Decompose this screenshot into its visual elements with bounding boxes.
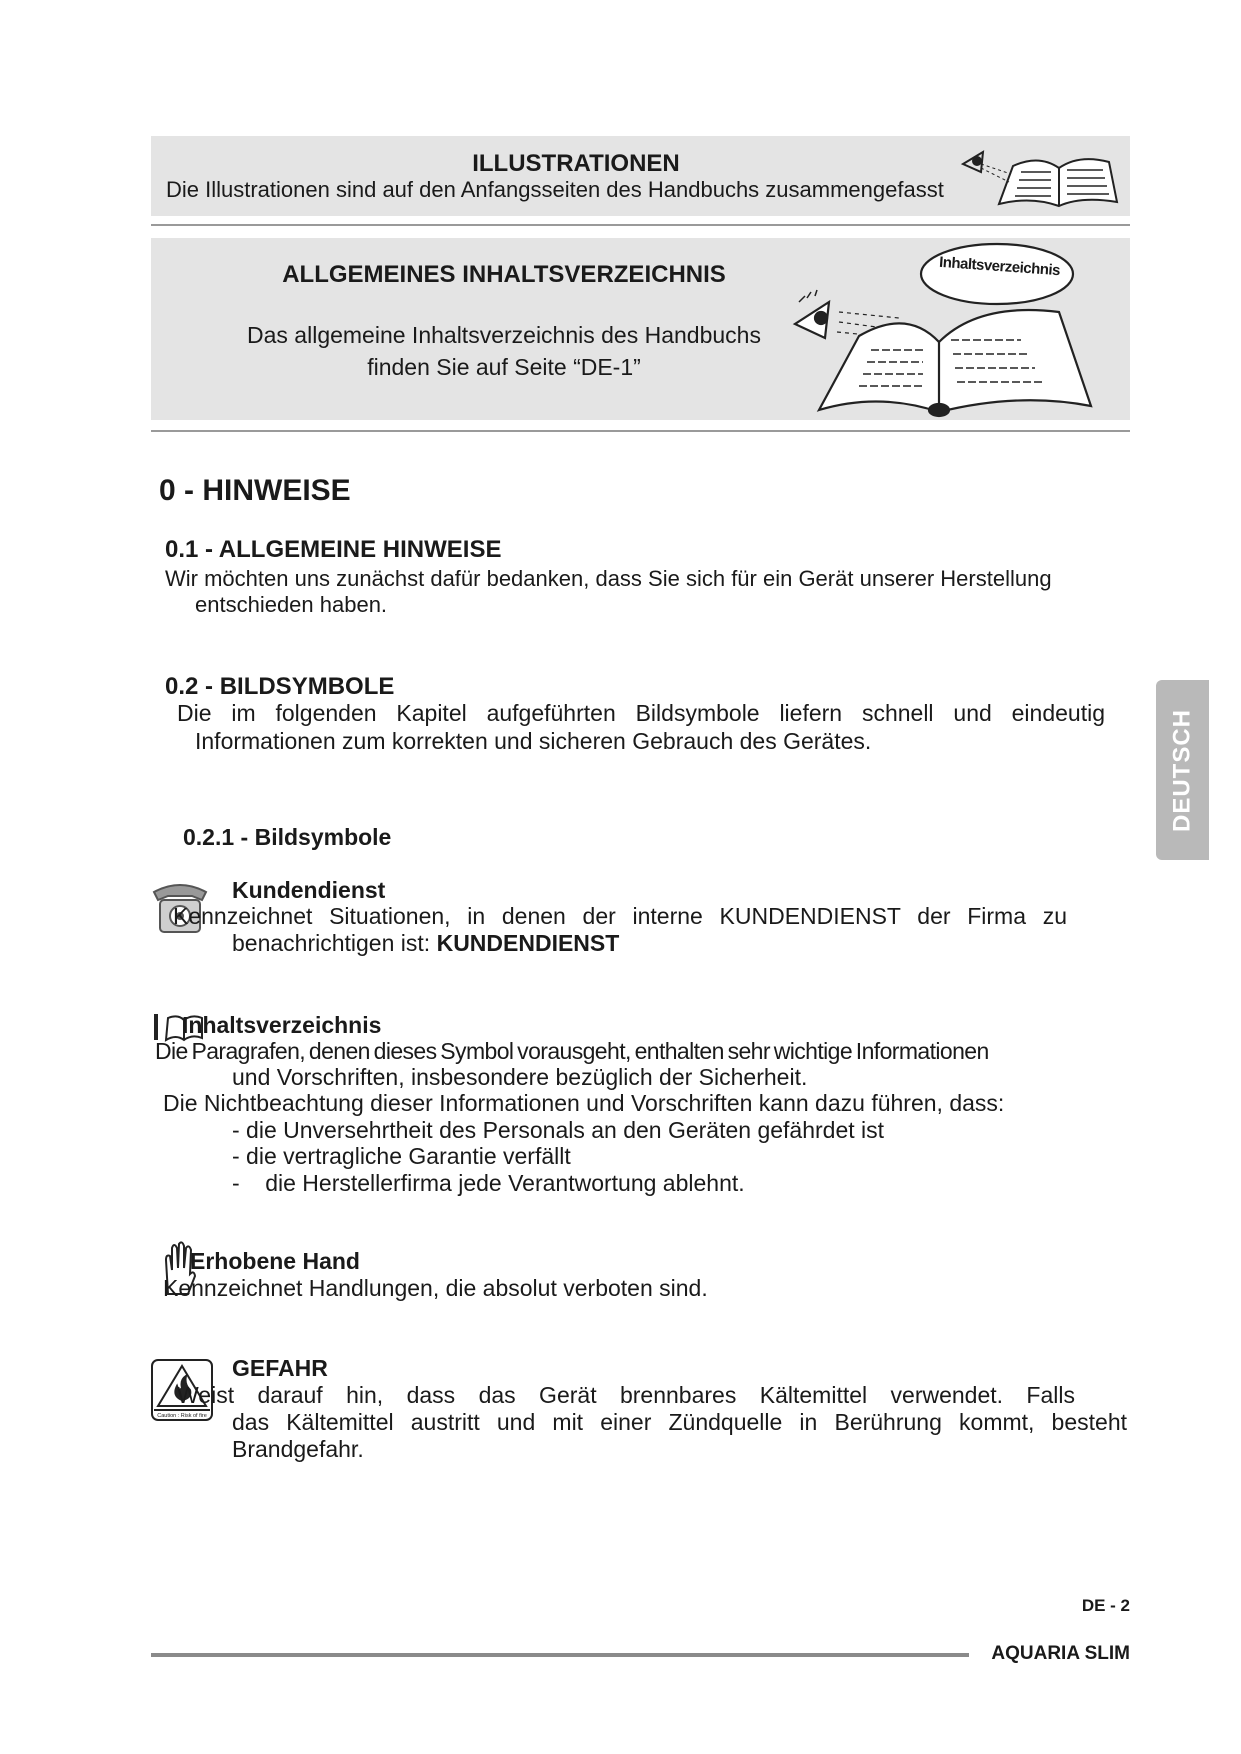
inhalt-bullet: - die Unversehrtheit des Personals an den Geräten gefährdet ist	[232, 1117, 885, 1143]
gefahr-line-1: Weist darauf hin, dass das Gerät brennbares Kältemittel verwendet. Falls	[177, 1382, 1075, 1408]
section-0-1-line-2: entschieden haben.	[195, 592, 388, 617]
open-book-icon	[951, 144, 1121, 210]
inhalt-title: Inhaltsverzeichnis	[182, 1012, 382, 1038]
illustrations-title: ILLUSTRATIONEN	[472, 150, 680, 177]
hand-title: Erhobene Hand	[190, 1248, 360, 1274]
section-0-1-line-1: Wir möchten uns zunächst dafür bedanken, dass Sie sich für ein Gerät unserer Herstellung	[165, 566, 1052, 591]
toc-box	[151, 238, 1130, 420]
toc-line-2: finden Sie auf Seite “DE-1”	[367, 354, 641, 380]
toc-title: ALLGEMEINES INHALTSVERZEICHNIS	[282, 261, 726, 288]
inhalt-line-1: Die Paragrafen, denen dieses Symbol vorausgeht, enthalten sehr wichtige Informationen	[155, 1038, 989, 1064]
inhalt-bullet: - die vertragliche Garantie verfällt	[232, 1143, 571, 1169]
gefahr-line-3: Brandgefahr.	[232, 1436, 364, 1462]
inhalt-line-2: und Vorschriften, insbesondere bezüglich der Sicherheit.	[232, 1064, 808, 1090]
section-0-heading: 0 - HINWEISE	[159, 474, 351, 507]
divider	[151, 224, 1130, 226]
illustrations-box	[151, 136, 1130, 216]
inhalt-line-3: Die Nichtbeachtung dieser Informationen und Vorschriften kann dazu führen, dass:	[163, 1090, 1005, 1116]
section-0-2-line-2: Informationen zum korrekten und sicheren Gebrauch des Gerätes.	[195, 728, 872, 754]
hand-line-1: Kennzeichnet Handlungen, die absolut verboten sind.	[163, 1275, 708, 1301]
kundendienst-title: Kundendienst	[232, 877, 386, 903]
toc-bubble-label: Inhaltsverzeichnis	[938, 253, 1061, 280]
kundendienst-line-2-bold: KUNDENDIENST	[436, 930, 620, 956]
section-0-2-1-heading: 0.2.1 - Bildsymbole	[183, 824, 392, 850]
kundendienst-line-2-text: benachrichtigen ist:	[232, 930, 437, 956]
language-tab: DEUTSCH	[1156, 680, 1209, 860]
gefahr-title: GEFAHR	[232, 1355, 328, 1381]
inhalt-bullet: - die Herstellerfirma jede Verantwortung ablehnt.	[232, 1170, 745, 1196]
kundendienst-line-1: Kennzeichnet Situationen, in denen der interne KUNDENDIENST der Firma zu	[173, 903, 1067, 929]
illustrations-text: Die Illustrationen sind auf den Anfangsseiten des Handbuchs zusammengefasst	[166, 177, 944, 202]
gefahr-line-2: das Kältemittel austritt und mit einer Zündquelle in Berührung kommt, besteht	[232, 1409, 1127, 1435]
footer-rule	[151, 1653, 969, 1657]
toc-line-1: Das allgemeine Inhaltsverzeichnis des Handbuchs	[247, 322, 761, 348]
section-0-2-line-1: Die im folgenden Kapitel aufgeführten Bildsymbole liefern schnell und eindeutig	[177, 700, 1105, 726]
divider	[151, 430, 1130, 432]
kundendienst-line-2	[232, 930, 619, 957]
section-0-2-heading: 0.2 - BILDSYMBOLE	[165, 673, 395, 700]
page-number: DE - 2	[1081, 1596, 1130, 1615]
fire-warning-caption: Caution : Risk of fire	[157, 1413, 207, 1419]
section-0-1-heading: 0.1 - ALLGEMEINE HINWEISE	[165, 536, 502, 563]
product-name: AQUARIA SLIM	[991, 1643, 1130, 1664]
